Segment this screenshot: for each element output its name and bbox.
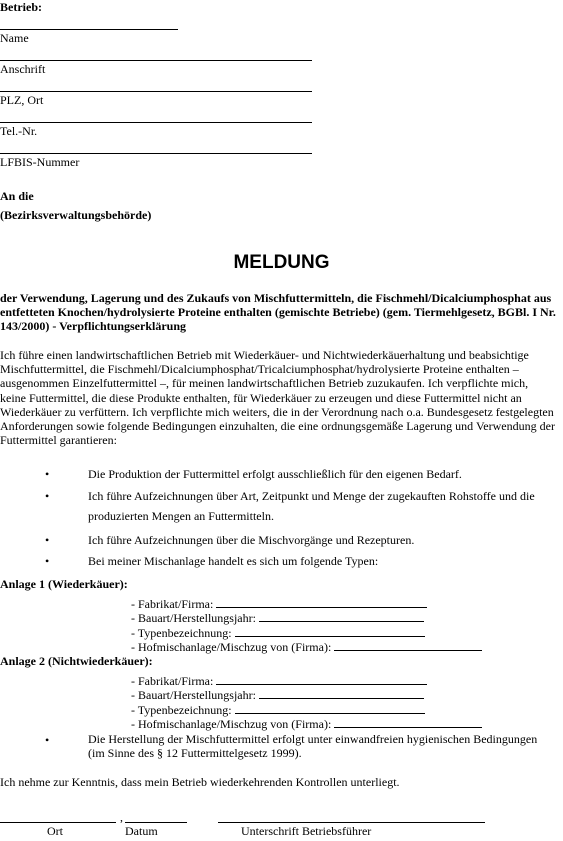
- anlage1-typenbezeichnung[interactable]: - Typenbezeichnung:: [131, 626, 425, 640]
- anlage1-fabrikat[interactable]: - Fabrikat/Firma:: [131, 597, 427, 611]
- bullet-text-1: Die Produktion der Futtermittel erfolgt ausschließlich für den eigenen Bedarf.: [88, 467, 462, 481]
- bullet-symbol: •: [45, 733, 50, 747]
- bullet-symbol: •: [45, 489, 50, 503]
- bullet-symbol: •: [45, 467, 50, 481]
- anlage1-heading: Anlage 1 (Wiederkäuer):: [0, 577, 128, 591]
- field-label-anschrift: Anschrift: [0, 62, 46, 76]
- anlage2-hofmischanlage[interactable]: - Hofmischanlage/Mischzug von (Firma):: [131, 717, 482, 731]
- ort-caption: Ort: [47, 824, 63, 838]
- bullet-symbol: •: [45, 533, 50, 547]
- field-label-plz-ort: PLZ, Ort: [0, 93, 44, 107]
- datum-caption: Datum: [125, 824, 158, 838]
- name-line: [0, 60, 312, 61]
- hygiene-bullet-text: Die Herstellung der Mischfuttermittel erfolgt unter einwandfreien hygienischen Bedingungen (im Sinne des § 12 Futtermittelgesetz 1999).: [88, 732, 538, 760]
- anlage2-typenbezeichnung[interactable]: - Typenbezeichnung:: [131, 703, 425, 717]
- datum-line[interactable]: [125, 822, 187, 823]
- anschrift-line: [0, 91, 312, 92]
- plz-ort-line: [0, 122, 312, 123]
- anlage2-bauart[interactable]: - Bauart/Herstellungsjahr:: [131, 688, 424, 702]
- betrieb-label: Betrieb:: [0, 0, 42, 14]
- field-label-tel: Tel.-Nr.: [0, 124, 38, 138]
- field-label-name: Name: [0, 31, 29, 45]
- bullet-text-3: Ich führe Aufzeichnungen über die Mischvorgänge und Rezepturen.: [88, 533, 415, 547]
- bullet-symbol: •: [45, 554, 50, 568]
- signature-line[interactable]: [218, 822, 485, 823]
- field-label-lfbis: LFBIS-Nummer: [0, 155, 80, 169]
- anlage1-bauart[interactable]: - Bauart/Herstellungsjahr:: [131, 611, 424, 625]
- unterschrift-caption: Unterschrift Betriebsführer: [241, 824, 372, 838]
- page-title: MELDUNG: [233, 252, 330, 273]
- intro-paragraph: Ich führe einen landwirtschaftlichen Betrieb mit Wiederkäuer- und Nichtwiederkäuerhaltung und beabsichtige Mischfuttermittel, die Fischmehl/Dicalciumphosphat/Tricalciumphosphat/hydrolysierte Proteine enthalten – ausgenommen Einzelfuttermittel –, für meinen landwirtschaftlichen Betrieb zuzukaufen. Ich verpflichte mich, keine Futtermittel, die diese Produkte enthalten, für Wiederkäuer zu erzeugen und diese Futtermittel nicht an Wiederkäuer zu verfüttern. Ich verpflichte mich weiters, die in der Verordnung nach o.a. Bundesgesetz festgelegten Anforderungen sowie folgende Bedingungen einzuhalten, die eine ordnungsgemäße Lagerung und Verwendung der Futtermittel garantieren:: [0, 348, 555, 448]
- recipient-line2: (Bezirksverwaltungsbehörde): [0, 208, 152, 222]
- anlage2-heading: Anlage 2 (Nichtwiederkäuer):: [0, 654, 153, 668]
- ort-line[interactable]: [0, 822, 116, 823]
- comma-separator: ,: [120, 810, 123, 824]
- tel-line: [0, 153, 312, 154]
- subtitle: der Verwendung, Lagerung und des Zukaufs von Mischfuttermitteln, die Fischmehl/Dicalciumphosphat aus entfetteten Knochen/hydrolysierte Proteine enthalten (gemischte Betriebe) (gem. Tiermehlgesetz, BGBl. I Nr. 143/2000) - Verpflichtungserklärung: [0, 291, 556, 333]
- anlage2-fabrikat[interactable]: - Fabrikat/Firma:: [131, 674, 427, 688]
- anlage1-hofmischanlage[interactable]: - Hofmischanlage/Mischzug von (Firma):: [131, 640, 482, 654]
- bullet-text-2: Ich führe Aufzeichnungen über Art, Zeitpunkt und Menge der zugekauften Rohstoffe und die produzierten Mengen an Futtermitteln.: [88, 489, 535, 523]
- bullet-text-4: Bei meiner Mischanlage handelt es sich um folgende Typen:: [88, 554, 379, 568]
- betrieb-line: [0, 29, 178, 30]
- recipient-line1: An die: [0, 189, 34, 203]
- closing-text: Ich nehme zur Kenntnis, dass mein Betrieb wiederkehrenden Kontrollen unterliegt.: [0, 775, 400, 789]
